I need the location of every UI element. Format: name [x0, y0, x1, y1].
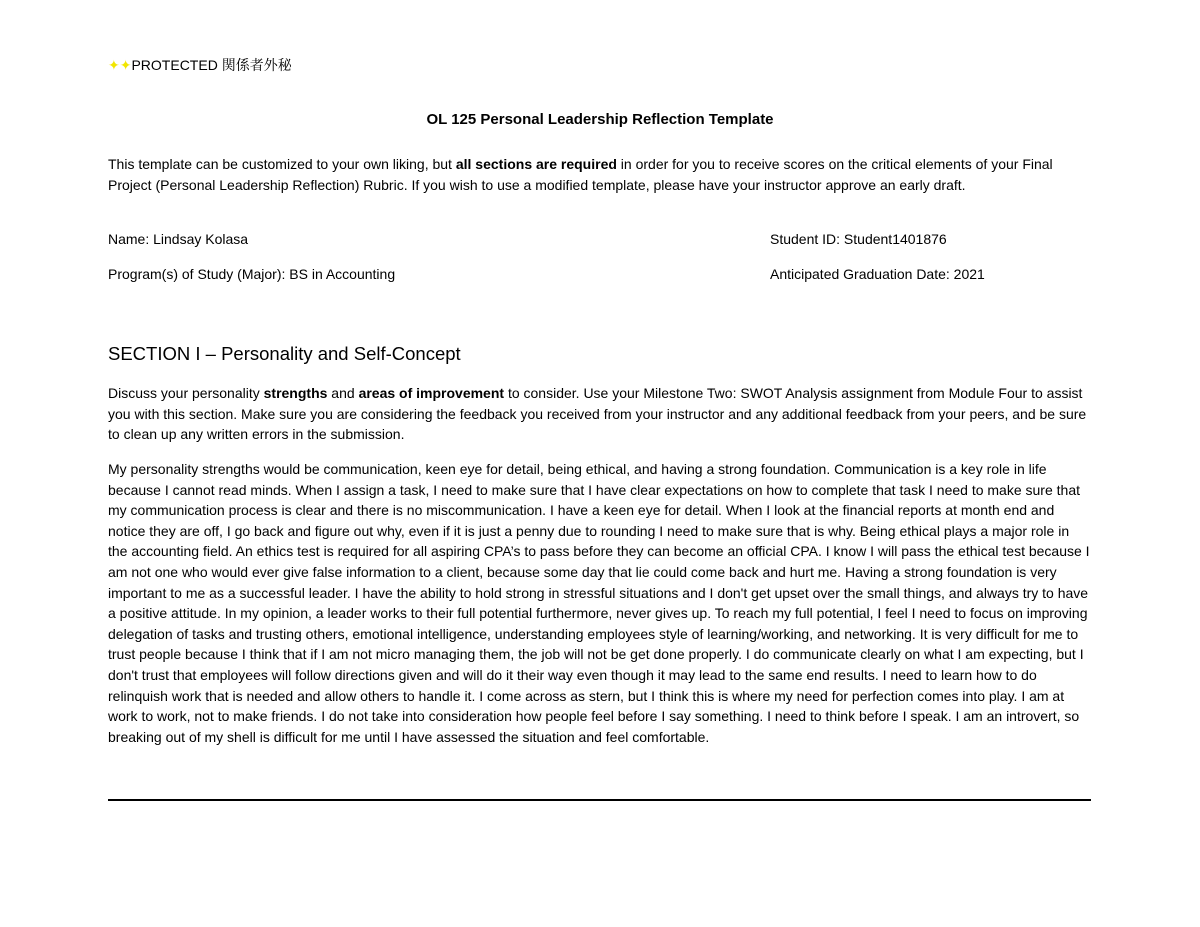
- section-prompt: [108, 383, 1092, 445]
- student-id: Student ID: Student1401876: [770, 231, 947, 247]
- intro-bold-text: all sections are required: [455, 156, 617, 172]
- prompt-text-1: Discuss your personality: [108, 385, 264, 401]
- prompt-bold-improvement: areas of improvement: [358, 385, 505, 401]
- protected-text: PROTECTED 関係者外秘: [131, 57, 292, 73]
- program-of-study: Program(s) of Study (Major): BS in Accounting: [108, 266, 396, 282]
- star-icon: ✦✦: [108, 57, 132, 73]
- protection-label: [108, 55, 292, 75]
- section-heading: SECTION I – Personality and Self-Concept: [108, 343, 461, 364]
- intro-text-1: This template can be customized to your own liking, but: [108, 156, 456, 172]
- document-title: OL 125 Personal Leadership Reflection Template: [426, 111, 774, 128]
- prompt-bold-strengths: strengths: [263, 385, 328, 401]
- section-answer: My personality strengths would be communication, keen eye for detail, being ethical, and having a strong foundation. Communication is a key role in life because I cannot read minds. When I assign a task, I need to make sure that I have clear expectations on how to complete that task I need to make sure that my communication process is clear and there is no miscommunication. I have a keen eye for detail. When I look at the financial reports at month end and notice they are off, I go back and figure out why, even if it is just a penny due to rounding I need to make sure that is why. Being ethical plays a major role in the accounting field. An ethics test is required for all aspiring CPA’s to pass before they can become an official CPA. I know I will pass the ethical test because I am not one who would ever give false information to a client, because some day that lie could come back and hurt me. Having a strong foundation is very important to me as a successful leader. I have the ability to hold strong in stressful situations and I don't get upset over the small things, and always try to have a positive attitude. In my opinion, a leader works to their full potential furthermore, never gives up. To reach my full potential, I feel I need to focus on improving delegation of tasks and trusting others, emotional intelligence, understanding employees style of learning/working, and networking. It is very difficult for me to trust people because I think that if I am not micro managing them, the job will not be get done properly. I do communicate clearly on what I am expecting, but I don't trust that employees will follow directions given and will do it their way even though it may lead to the same end results. I need to learn how to do relinquish work that is needed and allow others to handle it. I come across as stern, but I think this is where my need for perfection comes into play. I am at work to work, not to make friends. I do not take into consideration how people feel before I say something. I need to think before I speak. I am an introvert, so breaking out of my shell is difficult for me until I have assessed the situation and feel comfortable.: [108, 461, 1090, 745]
- horizontal-rule: [108, 799, 1091, 801]
- prompt-text-3: to consider. Use your Milestone Two: SWOT Analysis assignment from Module Four to assist you with this section. Make sure you are considering the feedback you received from your instructor and any additional feedback from your peers, and be sure to clean up any written errors in the submission.: [108, 385, 1087, 443]
- student-name: Name: Lindsay Kolasa: [108, 231, 249, 247]
- prompt-text-2: and: [327, 385, 359, 401]
- intro-paragraph: [108, 154, 1092, 195]
- intro-text-2: in order for you to receive scores on the critical elements of your Final Project (Personal Leadership Reflection) Rubric. If you wish to use a modified template, please have your instructor approve an early draft.: [108, 156, 1053, 193]
- graduation-date: Anticipated Graduation Date: 2021: [770, 266, 985, 282]
